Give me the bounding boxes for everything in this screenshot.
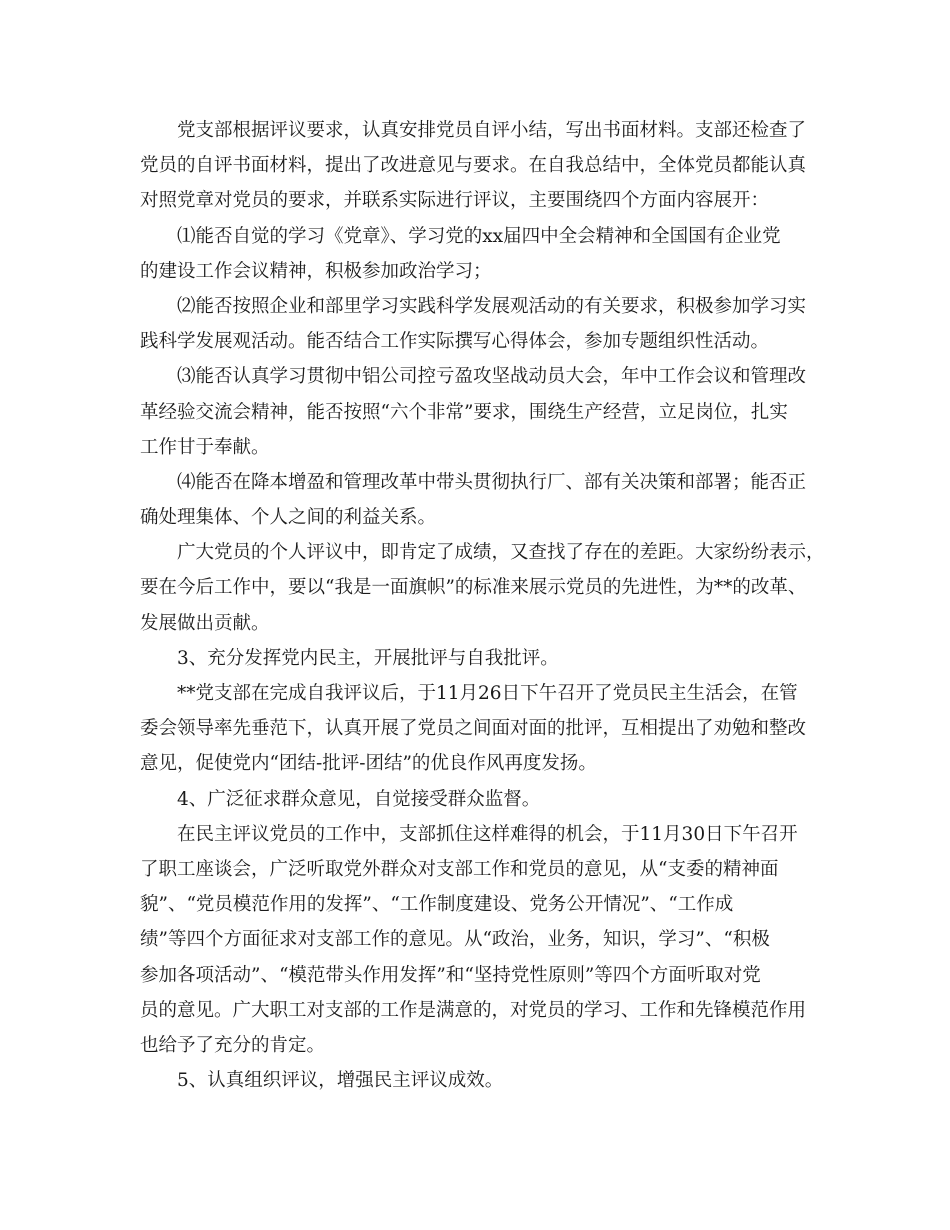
text-line: 践科学发展观活动。能否结合工作实际撰写心得体会，参加专题组织性活动。 [140,331,770,353]
text-line: 工作甘于奉献。 [140,436,270,458]
text-line: 也给予了充分的肯定。 [140,1034,326,1056]
text-line: 委会领导率先垂范下，认真开展了党员之间面对面的批评，互相提出了劝勉和整改 [140,718,807,740]
text-line: 党支部根据评议要求，认真安排党员自评小结，写出书面材料。支部还检查了 [177,120,807,141]
document-body [140,113,825,1098]
text-line: ⑵能否按照企业和部里学习实践科学发展观活动的有关要求，积极参加学习实 [177,295,807,317]
text-line: 员的意见。广大职工对支部的工作是满意的，对党员的学习、工作和先锋模范作用 [140,999,807,1021]
text-line: ⑴能否自觉的学习《党章》、学习党的xx届四中全会精神和全国国有企业党 [177,225,781,247]
text-line: 党员的自评书面材料，提出了改进意见与要求。在自我总结中，全体党员都能认真 [140,155,807,177]
text-line: 的建设工作会议精神，积极参加政治学习； [140,260,492,282]
text-line: 意见，促使党内“团结-批评-团结”的优良作风再度发扬。 [140,753,597,775]
text-line: 在民主评议党员的工作中，支部抓住这样难得的机会，于11月30日下午召开 [177,823,798,845]
text-line: ⑶能否认真学习贯彻中铝公司控亏盈攻坚战动员大会，年中工作会议和管理改 [177,366,807,388]
text-line: 了职工座谈会，广泛听取党外群众对支部工作和党员的意见，从“支委的精神面 [140,858,779,880]
text-line: **党支部在完成自我评议后，于11月26日下午召开了党员民主生活会，在管 [177,683,798,704]
text-line: 对照党章对党员的要求，并联系实际进行评议，主要围绕四个方面内容展开： [140,190,770,212]
text-line: 要在今后工作中，要以“我是一面旗帜”的标准来展示党员的先进性，为**的改革、 [140,577,807,599]
text-line: 绩”等四个方面征求对支部工作的意见。从“政治，业务，知识，学习”、“积极 [140,929,770,951]
text-line: 参加各项活动”、“模范带头作用发挥”和“坚持党性原则”等四个方面听取对党 [140,964,761,986]
section-heading: 3、充分发挥党内民主，开展批评与自我批评。 [177,647,559,669]
section-heading: 5、认真组织评议，增强民主评议成效。 [177,1070,504,1092]
text-line: 确处理集体、个人之间的利益关系。 [140,507,437,529]
text-line: 发展做出贡献。 [140,612,270,634]
text-line: ⑷能否在降本增盈和管理改革中带头贯彻执行厂、部有关决策和部署；能否正 [177,471,807,493]
text-line: 貌”、“党员模范作用的发挥”、“工作制度建设、党务公开情况”、“工作成 [140,894,734,916]
section-heading: 4、广泛征求群众意见，自觉接受群众监督。 [177,788,541,810]
text-line: 广大党员的个人评议中，即肯定了成绩，又查找了存在的差距。大家纷纷表示， [177,542,825,564]
text-line: 革经验交流会精神，能否按照“六个非常”要求，围绕生产经营，立足岗位，扎实 [140,401,788,423]
